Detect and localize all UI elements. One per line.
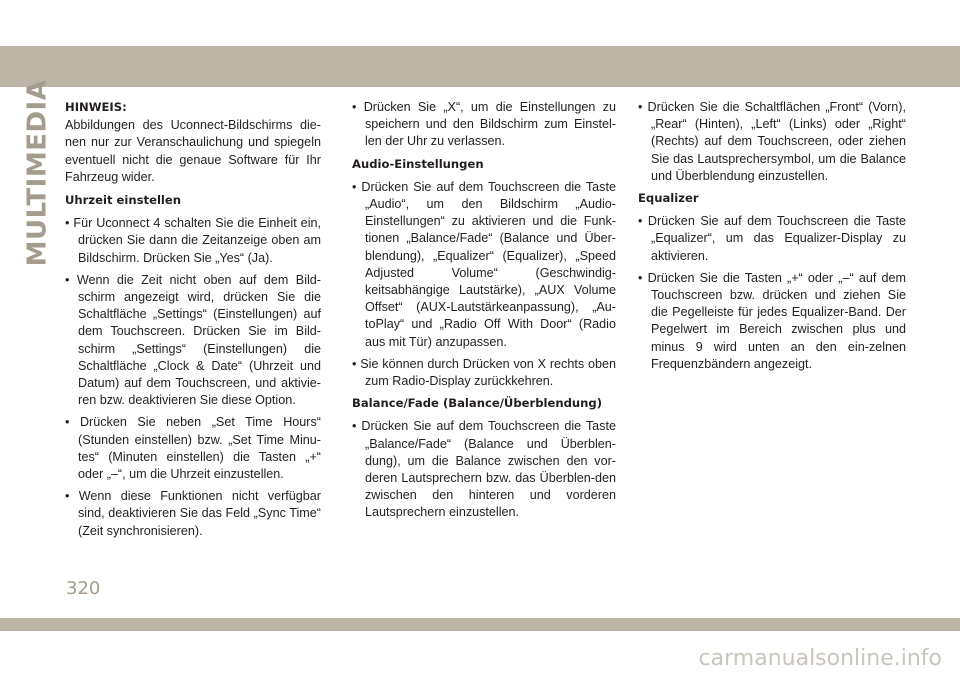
bullet-item: • Wenn diese Funktionen nicht verfügbar sind, deaktivieren Sie das Feld „Sync Time“ (Zeit synchronisieren). — [65, 489, 321, 538]
watermark: carmanualsonline.info — [698, 646, 942, 671]
column-left — [65, 99, 321, 545]
section-label: MULTIMEDIA — [22, 79, 53, 267]
bullet-item: • Wenn die Zeit nicht oben auf dem Bild-schirm angezeigt wird, drücken Sie die Schaltfläche „Settings“ (Einstellungen) auf dem Touchscreen. Drücken Sie im Bild-schirm „Settings“ (Einstellungen) die Schaltfläche „Clock & Date“ (Uhrzeit und Datum) auf dem Touchscreen, und aktivie-ren bzw. deaktivieren Sie diese Option. — [65, 272, 321, 408]
bullet-item: • Drücken Sie die Schaltflächen „Front“ (Vorn), „Rear“ (Hinten), „Left“ (Links) oder „Right“ (Rechts) auf dem Touchscreen, oder ziehen Sie das Lautsprechersymbol, um die Balance und Überblendung einzustellen. — [638, 100, 906, 183]
footer-band — [0, 618, 960, 631]
header-band — [0, 46, 960, 87]
section-heading-balance: Balance/Fade (Balance/Überblendung) — [352, 396, 603, 411]
column-right — [638, 99, 906, 378]
note-heading: HINWEIS: — [65, 100, 127, 114]
bullet-item: • Drücken Sie die Tasten „+“ oder „–“ auf dem Touchscreen bzw. drücken und ziehen Sie die Pegelleiste für jedes Equalizer-Band. Der Pegelwert im Bereich zwischen plus und minus 9 wird unten an den ein-zelnen Frequenzbändern angezeigt. — [638, 270, 906, 371]
section-heading-equalizer: Equalizer — [638, 191, 699, 206]
section-heading-audio: Audio-Einstellungen — [352, 156, 484, 171]
section-heading-clock: Uhrzeit einstellen — [65, 193, 182, 208]
bullet-item: • Sie können durch Drücken von X rechts oben zum Radio-Display zurückkehren. — [352, 356, 616, 389]
bullet-item: • Drücken Sie auf dem Touchscreen die Taste „Balance/Fade“ (Balance und Überblen-dung), um die Balance zwischen den vor-deren Lautsprechern bzw. das Überblen-den zwischen den hinteren und vorderen Lautsprechern einzustellen. — [352, 419, 616, 520]
column-middle — [352, 99, 616, 527]
page-number: 320 — [66, 578, 101, 599]
bullet-item: • Für Uconnect 4 schalten Sie die Einheit ein, drücken Sie dann die Zeitanzeige oben am Bildschirm. Drücken Sie „Yes“ (Ja). — [65, 216, 321, 265]
bullet-item: • Drücken Sie auf dem Touchscreen die Taste „Audio“, um den Bildschirm „Audio-Einstellungen“ zu aktivieren und die Funk-tionen „Balance/Fade“ (Balance und Über-blendung), „Equalizer“ (Equalizer), „Speed Adjusted Volume“ (Geschwindig-keitsabhängige Lautstärke), „AUX Volume Offset“ (AUX-Lautstärkeanpassung), „Au-toPlay“ und „Radio Off With Door“ (Radio aus mit Tür) anzupassen. — [352, 179, 616, 349]
bullet-item: • Drücken Sie auf dem Touchscreen die Taste „Equalizer“, um das Equalizer-Display zu aktivieren. — [638, 214, 906, 263]
bullet-item: • Drücken Sie neben „Set Time Hours“ (Stunden einstellen) bzw. „Set Time Minu-tes“ (Minuten einstellen) die Tasten „+“ oder „–“, um die Uhrzeit einzustellen. — [65, 415, 321, 482]
note-text: Abbildungen des Uconnect-Bildschirms die-nen nur zur Veranschaulichung und spiegeln eventuell nicht die genaue Software für Ihr Fahrzeug wider. — [65, 118, 321, 184]
bullet-item: • Drücken Sie „X“, um die Einstellungen zu speichern und den Bildschirm zum Einstel-len der Uhr zu verlassen. — [352, 100, 616, 149]
section-tab — [14, 79, 60, 267]
